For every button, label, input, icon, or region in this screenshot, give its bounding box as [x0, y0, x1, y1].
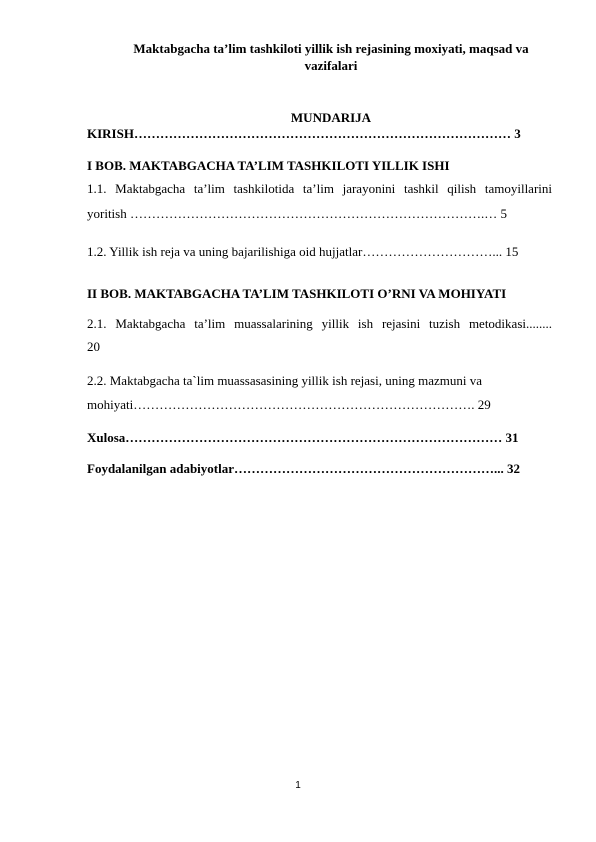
toc-entry-2-2-line-2: mohiyati……………………………………………………………………. 29 — [87, 397, 491, 412]
toc-entry-foydalanilgan-adabiyotlar: Foydalanilgan adabiyotlar……………………………………………………... 32 — [87, 461, 520, 476]
toc-entry-xulosa: Xulosa…………………………………………………………………………… 31 — [87, 430, 519, 445]
toc-chapter-2-heading: II BOB. MAKTABGACHA TA’LIM TASHKILOTI O’RNI VA MOHIYATI — [87, 286, 507, 301]
document-title — [80, 40, 582, 74]
toc-entry-1-2: 1.2. Yillik ish reja va uning bajarilishiga oid hujjatlar…………………………... 15 — [87, 244, 519, 259]
toc-entry-kirish: KIRISH…………………………………………………………………………… 3 — [87, 126, 521, 141]
toc-entry-2-2-line-1: 2.2. Maktabgacha ta`lim muassasasining yillik ish rejasi, uning mazmuni va — [87, 373, 482, 388]
toc-entry-1-1-line-1: 1.1. Maktabgacha ta’lim tashkilotida ta’lim jarayonini tashkil qilish tamoyillarini — [87, 181, 552, 196]
document-title-line-1: Maktabgacha ta’lim tashkiloti yillik ish rejasining moxiyati, maqsad va — [133, 41, 529, 56]
toc-heading: MUNDARIJA — [290, 110, 372, 125]
toc-entry-2-1-line-2: 20 — [87, 339, 100, 354]
page-number: 1 — [295, 780, 301, 791]
toc-entry-1-1-line-2: yoritish ……………………………………………………………………….… 5 — [87, 206, 507, 221]
toc-entry-2-1-line-1: 2.1. Maktabgacha ta’lim muassalarining yillik ish rejasini tuzish metodikasi........ — [87, 316, 552, 331]
document-title-line-2: vazifalari — [304, 58, 358, 73]
toc-chapter-1-heading: I BOB. MAKTABGACHA TA’LIM TASHKILOTI YILLIK ISHI — [87, 158, 450, 173]
